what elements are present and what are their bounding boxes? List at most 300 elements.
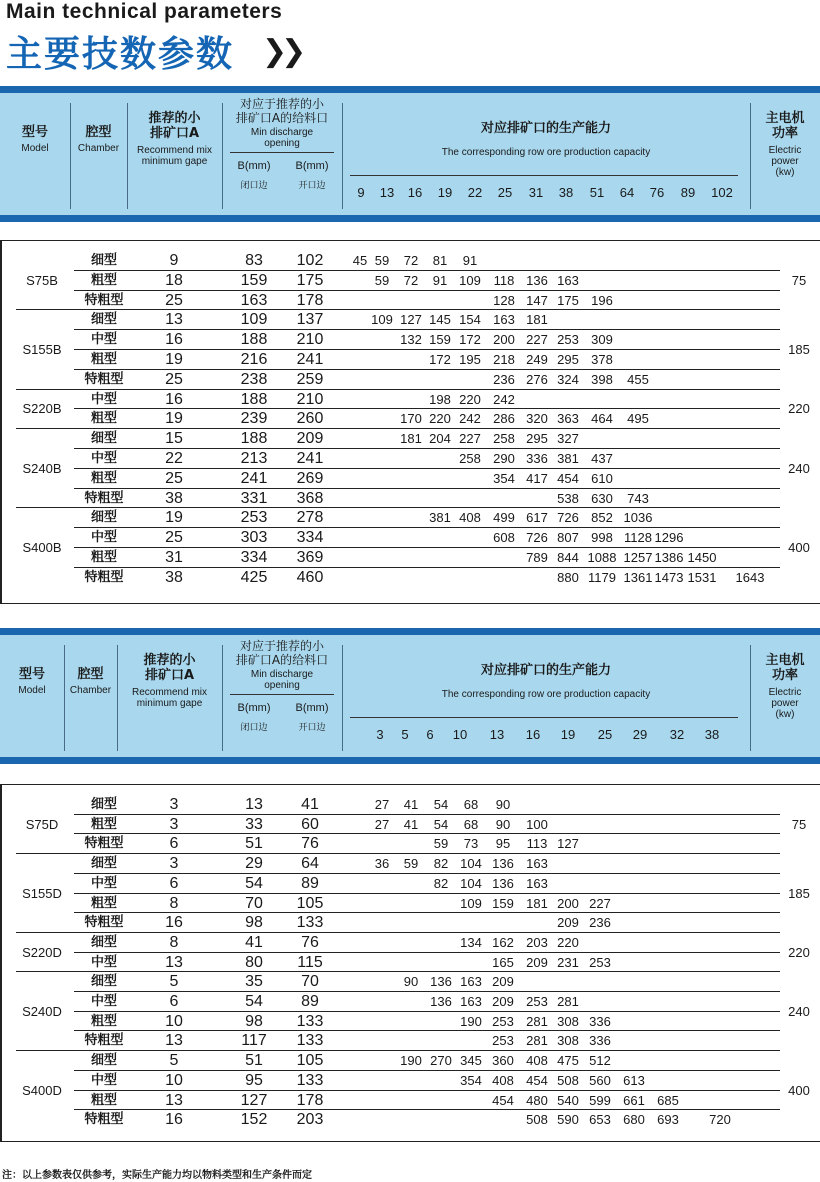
capacity-cell: 480 bbox=[526, 1092, 548, 1108]
gap-a-cell: 19 bbox=[165, 351, 183, 368]
capacity-cell: 1088 bbox=[587, 550, 617, 565]
gap-a-cell: 22 bbox=[165, 450, 183, 467]
gap-a-cell: 13 bbox=[165, 311, 183, 329]
feed-closed-cell: 253 bbox=[240, 509, 268, 527]
closed-side-label-cn: 闭口边 bbox=[240, 723, 268, 733]
chamber-label-en: Chamber bbox=[69, 685, 112, 696]
capacity-cell: 109 bbox=[459, 272, 481, 288]
chamber-label-cn: 腔型 bbox=[77, 667, 104, 682]
capacity-cell: 354 bbox=[493, 470, 515, 486]
capacity-cell: 437 bbox=[591, 451, 613, 466]
power-cell: 185 bbox=[788, 885, 810, 901]
feed-closed-cell: 334 bbox=[240, 549, 268, 566]
feed-open-cell: 210 bbox=[296, 390, 324, 408]
gap-a-cell: 16 bbox=[165, 914, 183, 932]
power-cell: 220 bbox=[788, 944, 810, 960]
capacity-cell: 45 bbox=[352, 253, 368, 268]
capacity-cell: 190 bbox=[400, 1053, 422, 1069]
gap-value: 76 bbox=[649, 185, 665, 200]
chamber-cell: 粗型 bbox=[90, 1013, 117, 1029]
feed-open-cell: 105 bbox=[296, 1052, 324, 1070]
gap-a-cell: 6 bbox=[169, 993, 179, 1010]
open-side-label: B(mm) bbox=[295, 160, 329, 172]
power-cell: 400 bbox=[788, 540, 810, 555]
capacity-cell: 540 bbox=[557, 1092, 579, 1108]
capacity-cell: 90 bbox=[495, 816, 511, 832]
capacity-cell: 159 bbox=[492, 895, 514, 911]
chamber-cell: 中型 bbox=[90, 332, 117, 348]
capacity-cell: 90 bbox=[495, 797, 511, 812]
gap-value: 31 bbox=[528, 185, 544, 200]
capacity-cell: 408 bbox=[459, 510, 481, 526]
gap-a-cell: 3 bbox=[169, 855, 179, 873]
capacity-cell: 508 bbox=[557, 1072, 579, 1088]
capacity-cell: 159 bbox=[429, 332, 451, 348]
gap-a-cell: 6 bbox=[169, 835, 179, 853]
gap-a-cell: 5 bbox=[169, 973, 179, 991]
capacity-cell: 253 bbox=[492, 1033, 514, 1049]
gap-a-cell: 25 bbox=[165, 469, 183, 487]
model-cell: S240D bbox=[22, 1003, 62, 1019]
open-side-label-cn: 开口边 bbox=[298, 723, 326, 733]
chamber-cell: 细型 bbox=[90, 934, 117, 950]
feed-open-cell: 209 bbox=[296, 430, 324, 448]
chamber-cell: 中型 bbox=[90, 954, 117, 970]
capacity-cell: 726 bbox=[526, 530, 548, 546]
gap-value: 9 bbox=[357, 185, 365, 200]
capacity-cell: 363 bbox=[557, 411, 579, 427]
capacity-cell: 204 bbox=[429, 431, 451, 447]
capacity-cell: 198 bbox=[429, 391, 451, 407]
capacity-cell: 495 bbox=[627, 411, 649, 427]
capacity-cell: 281 bbox=[526, 1033, 548, 1049]
feed-open-cell: 105 bbox=[296, 894, 324, 912]
chamber-cell: 细型 bbox=[90, 431, 117, 447]
capacity-cell: 41 bbox=[403, 797, 419, 812]
table2-header bbox=[0, 635, 820, 757]
capacity-cell: 320 bbox=[526, 411, 548, 427]
capacity-cell: 1296 bbox=[654, 530, 684, 546]
capacity-cell: 109 bbox=[460, 895, 482, 911]
capacity-cell: 68 bbox=[463, 816, 479, 832]
feed-open-cell: 203 bbox=[296, 1111, 324, 1129]
capacity-cell: 163 bbox=[460, 994, 482, 1009]
capacity-cell: 59 bbox=[403, 856, 419, 872]
gap-value: 3 bbox=[376, 727, 384, 742]
model-cell: S220D bbox=[22, 944, 62, 960]
capacity-cell: 408 bbox=[492, 1072, 514, 1088]
capacity-cell: 163 bbox=[493, 312, 515, 328]
capacity-cell: 227 bbox=[526, 332, 548, 348]
capacity-cell: 163 bbox=[557, 272, 579, 288]
capacity-label-cn: 对应排矿口的生产能力 bbox=[480, 663, 611, 678]
capacity-cell: 608 bbox=[493, 530, 515, 546]
gap-a-cell: 8 bbox=[169, 894, 179, 912]
capacity-cell: 181 bbox=[526, 312, 548, 328]
model-cell: S220B bbox=[22, 401, 62, 417]
capacity-cell: 336 bbox=[526, 451, 548, 466]
power-label-cn: 主电机 功率 bbox=[765, 653, 805, 683]
gap-a-cell: 10 bbox=[165, 1012, 183, 1030]
capacity-cell: 1643 bbox=[735, 569, 765, 585]
model-cell: S400B bbox=[22, 540, 62, 555]
capacity-cell: 172 bbox=[429, 352, 451, 367]
capacity-cell: 200 bbox=[493, 332, 515, 348]
capacity-cell: 1531 bbox=[687, 569, 717, 585]
capacity-cell: 136 bbox=[492, 875, 514, 891]
capacity-cell: 381 bbox=[429, 510, 451, 526]
table2 bbox=[0, 784, 820, 1142]
capacity-cell: 852 bbox=[591, 510, 613, 526]
gap-value: 22 bbox=[467, 185, 483, 200]
feed-open-cell: 269 bbox=[296, 469, 324, 487]
chamber-cell: 细型 bbox=[90, 974, 117, 990]
feed-closed-cell: 51 bbox=[245, 1052, 263, 1070]
capacity-cell: 195 bbox=[459, 352, 481, 367]
feed-open-cell: 115 bbox=[297, 953, 323, 971]
model-label-en: Model bbox=[18, 685, 46, 696]
gap-value: 25 bbox=[597, 727, 613, 742]
recommend-gap-label-cn: 推荐的小 排矿口A bbox=[143, 653, 196, 683]
capacity-cell: 417 bbox=[526, 470, 548, 486]
feed-closed-cell: 425 bbox=[240, 568, 268, 586]
capacity-cell: 227 bbox=[459, 431, 481, 447]
gap-value: 13 bbox=[489, 727, 505, 742]
capacity-cell: 508 bbox=[526, 1112, 548, 1128]
capacity-cell: 610 bbox=[591, 470, 613, 486]
capacity-underline bbox=[350, 175, 738, 176]
feed-closed-cell: 80 bbox=[245, 953, 263, 971]
chamber-cell: 特粗型 bbox=[84, 1033, 124, 1049]
capacity-cell: 73 bbox=[463, 836, 479, 852]
capacity-cell: 220 bbox=[459, 391, 481, 407]
capacity-cell: 181 bbox=[526, 895, 548, 911]
capacity-cell: 258 bbox=[459, 451, 481, 466]
capacity-cell: 455 bbox=[627, 371, 649, 387]
feed-open-cell: 137 bbox=[296, 311, 324, 329]
capacity-cell: 220 bbox=[557, 934, 579, 950]
capacity-cell: 95 bbox=[495, 836, 511, 852]
gap-a-cell: 15 bbox=[165, 430, 183, 448]
capacity-underline bbox=[350, 717, 738, 718]
feed-closed-cell: 70 bbox=[245, 894, 263, 912]
capacity-cell: 203 bbox=[526, 934, 548, 950]
capacity-cell: 998 bbox=[591, 530, 613, 546]
gap-value: 102 bbox=[711, 185, 733, 200]
capacity-cell: 163 bbox=[526, 856, 548, 872]
feed-open-cell: 241 bbox=[296, 351, 324, 368]
capacity-cell: 147 bbox=[526, 292, 548, 308]
feed-open-cell: 178 bbox=[296, 291, 324, 309]
chamber-cell: 粗型 bbox=[90, 816, 117, 832]
capacity-cell: 354 bbox=[460, 1072, 482, 1088]
model-label-cn: 型号 bbox=[21, 125, 48, 140]
chamber-cell: 细型 bbox=[90, 312, 117, 328]
capacity-cell: 617 bbox=[526, 510, 548, 526]
capacity-cell: 82 bbox=[433, 875, 449, 891]
closed-side-label: B(mm) bbox=[237, 702, 271, 714]
capacity-cell: 100 bbox=[526, 816, 548, 832]
capacity-cell: 512 bbox=[589, 1053, 611, 1069]
capacity-cell: 454 bbox=[526, 1072, 548, 1088]
capacity-cell: 408 bbox=[526, 1053, 548, 1069]
gap-a-cell: 16 bbox=[165, 390, 183, 408]
feed-closed-cell: 331 bbox=[240, 489, 268, 507]
capacity-cell: 136 bbox=[492, 856, 514, 872]
feed-open-cell: 102 bbox=[296, 252, 324, 269]
chamber-cell: 细型 bbox=[90, 1053, 117, 1069]
feed-closed-cell: 163 bbox=[240, 291, 268, 309]
capacity-cell: 209 bbox=[526, 954, 548, 970]
capacity-cell: 1257 bbox=[623, 550, 653, 565]
capacity-cell: 308 bbox=[557, 1013, 579, 1029]
capacity-cell: 236 bbox=[589, 915, 611, 931]
chamber-cell: 中型 bbox=[90, 875, 117, 891]
capacity-cell: 113 bbox=[526, 836, 548, 852]
gap-a-cell: 19 bbox=[165, 509, 183, 527]
gap-value: 89 bbox=[680, 185, 696, 200]
feed-open-cell: 70 bbox=[301, 973, 319, 991]
power-cell: 400 bbox=[788, 1082, 810, 1098]
capacity-cell: 560 bbox=[589, 1072, 611, 1088]
capacity-cell: 253 bbox=[589, 954, 611, 970]
feed-open-cell: 260 bbox=[296, 410, 324, 428]
gap-value: 10 bbox=[452, 727, 468, 742]
header2-top-band bbox=[0, 628, 820, 635]
chamber-cell: 粗型 bbox=[90, 550, 117, 565]
capacity-cell: 281 bbox=[557, 994, 579, 1009]
feed-closed-cell: 98 bbox=[245, 914, 263, 932]
capacity-cell: 685 bbox=[657, 1092, 679, 1108]
capacity-cell: 327 bbox=[557, 431, 579, 447]
capacity-cell: 1128 bbox=[624, 530, 652, 546]
feed-closed-cell: 303 bbox=[240, 529, 268, 547]
capacity-cell: 162 bbox=[492, 934, 514, 950]
feed-closed-cell: 188 bbox=[240, 430, 268, 448]
feed-closed-cell: 238 bbox=[240, 370, 268, 388]
capacity-cell: 454 bbox=[492, 1092, 514, 1108]
capacity-cell: 220 bbox=[429, 411, 451, 427]
feed-open-cell: 133 bbox=[296, 1012, 324, 1030]
capacity-label-cn: 对应排矿口的生产能力 bbox=[480, 121, 611, 136]
capacity-cell: 345 bbox=[460, 1053, 482, 1069]
chamber-cell: 中型 bbox=[90, 994, 117, 1009]
feed-underline bbox=[230, 694, 334, 695]
header-bottom-band bbox=[0, 215, 820, 222]
gap-a-cell: 25 bbox=[165, 529, 183, 547]
feed-open-cell: 241 bbox=[296, 450, 324, 467]
capacity-cell: 290 bbox=[493, 451, 515, 466]
capacity-cell: 309 bbox=[591, 332, 613, 348]
header-divider bbox=[70, 103, 71, 209]
gap-a-cell: 9 bbox=[169, 252, 179, 269]
capacity-cell: 127 bbox=[557, 836, 579, 852]
capacity-cell: 104 bbox=[460, 875, 482, 891]
gap-value: 38 bbox=[704, 727, 720, 742]
capacity-cell: 136 bbox=[430, 994, 452, 1009]
feed-closed-cell: 13 bbox=[245, 796, 263, 813]
capacity-cell: 236 bbox=[493, 371, 515, 387]
chamber-cell: 中型 bbox=[90, 391, 117, 407]
capacity-cell: 726 bbox=[557, 510, 579, 526]
capacity-cell: 200 bbox=[557, 895, 579, 911]
model-label-en: Model bbox=[21, 143, 49, 154]
capacity-cell: 398 bbox=[591, 371, 613, 387]
power-cell: 185 bbox=[788, 342, 810, 357]
model-cell: S155B bbox=[22, 342, 62, 357]
feed-closed-cell: 51 bbox=[245, 835, 263, 853]
feed-open-cell: 41 bbox=[301, 796, 319, 813]
capacity-cell: 175 bbox=[557, 292, 579, 308]
capacity-cell: 59 bbox=[374, 272, 390, 288]
chamber-cell: 粗型 bbox=[90, 895, 117, 911]
chamber-cell: 特粗型 bbox=[84, 292, 124, 308]
capacity-cell: 613 bbox=[623, 1072, 645, 1088]
capacity-cell: 381 bbox=[557, 451, 579, 466]
gap-a-cell: 38 bbox=[165, 489, 183, 507]
feed-open-cell: 334 bbox=[296, 529, 324, 547]
chamber-cell: 特粗型 bbox=[84, 836, 124, 852]
capacity-cell: 227 bbox=[589, 895, 611, 911]
capacity-cell: 258 bbox=[493, 431, 515, 447]
feed-open-cell: 133 bbox=[296, 1071, 324, 1089]
capacity-cell: 209 bbox=[492, 994, 514, 1009]
capacity-cell: 249 bbox=[526, 352, 548, 367]
english-title: Main technical parameters bbox=[6, 0, 283, 23]
capacity-cell: 218 bbox=[493, 352, 515, 367]
capacity-cell: 82 bbox=[433, 856, 449, 872]
feed-closed-cell: 152 bbox=[240, 1111, 268, 1129]
feed-underline bbox=[230, 152, 334, 153]
gap-a-cell: 19 bbox=[165, 410, 183, 428]
feed-closed-cell: 29 bbox=[245, 855, 263, 873]
recommend-gap-label-en: Recommend mix minimum gape bbox=[131, 687, 208, 709]
power-cell: 75 bbox=[791, 272, 807, 288]
gap-value: 64 bbox=[619, 185, 635, 200]
chamber-cell: 粗型 bbox=[90, 352, 117, 367]
power-label-en: Electric power (kw) bbox=[768, 687, 802, 720]
feed-open-cell: 278 bbox=[296, 509, 324, 527]
gap-a-cell: 13 bbox=[165, 1032, 183, 1050]
header-top-band bbox=[0, 86, 820, 93]
capacity-cell: 154 bbox=[459, 312, 481, 328]
feed-open-cell: 89 bbox=[301, 874, 319, 892]
chamber-cell: 特粗型 bbox=[84, 569, 124, 585]
open-side-label: B(mm) bbox=[295, 702, 329, 714]
capacity-cell: 276 bbox=[526, 371, 548, 387]
model-label-cn: 型号 bbox=[18, 667, 45, 682]
gap-value: 25 bbox=[497, 185, 513, 200]
capacity-cell: 789 bbox=[526, 550, 548, 565]
chamber-cell: 粗型 bbox=[90, 272, 117, 288]
capacity-cell: 599 bbox=[589, 1092, 611, 1108]
capacity-cell: 91 bbox=[432, 272, 448, 288]
gap-a-cell: 5 bbox=[169, 1052, 179, 1070]
capacity-cell: 209 bbox=[492, 974, 514, 990]
capacity-cell: 1473 bbox=[654, 569, 684, 585]
gap-value: 5 bbox=[401, 727, 409, 742]
chamber-cell: 特粗型 bbox=[84, 490, 124, 506]
capacity-cell: 91 bbox=[462, 253, 478, 268]
capacity-cell: 1386 bbox=[654, 550, 684, 565]
feed-open-cell: 64 bbox=[301, 855, 319, 873]
gap-a-cell: 13 bbox=[165, 1091, 183, 1109]
feed-closed-cell: 35 bbox=[245, 973, 263, 991]
chamber-cell: 细型 bbox=[90, 856, 117, 872]
chamber-cell: 细型 bbox=[90, 797, 117, 812]
capacity-cell: 270 bbox=[430, 1053, 452, 1069]
capacity-cell: 196 bbox=[591, 292, 613, 308]
capacity-cell: 653 bbox=[589, 1112, 611, 1128]
capacity-cell: 253 bbox=[557, 332, 579, 348]
chamber-cell: 中型 bbox=[90, 530, 117, 546]
capacity-cell: 360 bbox=[492, 1053, 514, 1069]
capacity-cell: 336 bbox=[589, 1013, 611, 1029]
capacity-cell: 661 bbox=[623, 1092, 645, 1108]
capacity-cell: 136 bbox=[526, 272, 548, 288]
capacity-cell: 165 bbox=[492, 954, 514, 970]
capacity-label-en: The corresponding row ore production capacity bbox=[441, 689, 651, 700]
capacity-cell: 109 bbox=[371, 312, 393, 328]
gap-a-cell: 8 bbox=[169, 933, 179, 951]
power-cell: 75 bbox=[791, 816, 807, 832]
capacity-cell: 336 bbox=[589, 1033, 611, 1049]
capacity-label-en: The corresponding row ore production capacity bbox=[441, 147, 651, 158]
capacity-cell: 72 bbox=[403, 253, 419, 268]
gap-a-cell: 13 bbox=[165, 953, 183, 971]
capacity-cell: 1450 bbox=[687, 550, 717, 565]
header2-bottom-band bbox=[0, 757, 820, 764]
model-cell: S155D bbox=[22, 885, 62, 901]
model-cell: S75D bbox=[25, 816, 59, 832]
gap-a-cell: 16 bbox=[165, 1111, 183, 1129]
gap-value: 6 bbox=[426, 727, 434, 742]
chamber-cell: 细型 bbox=[90, 510, 117, 526]
feed-closed-cell: 241 bbox=[240, 469, 268, 487]
feed-open-cell: 133 bbox=[296, 914, 324, 932]
feed-open-cell: 259 bbox=[296, 370, 324, 388]
chevron-right-icon: ❯❯ bbox=[262, 34, 301, 69]
capacity-cell: 41 bbox=[403, 816, 419, 832]
capacity-cell: 693 bbox=[657, 1112, 679, 1128]
capacity-cell: 27 bbox=[374, 816, 390, 832]
capacity-cell: 242 bbox=[459, 411, 481, 427]
capacity-cell: 59 bbox=[374, 253, 390, 268]
capacity-cell: 464 bbox=[591, 411, 613, 427]
capacity-cell: 136 bbox=[430, 974, 452, 990]
model-cell: S400D bbox=[22, 1082, 62, 1098]
chamber-cell: 特粗型 bbox=[84, 371, 124, 387]
capacity-cell: 253 bbox=[526, 994, 548, 1009]
capacity-cell: 630 bbox=[591, 490, 613, 506]
gap-a-cell: 6 bbox=[169, 874, 179, 892]
capacity-cell: 720 bbox=[709, 1112, 731, 1128]
capacity-cell: 81 bbox=[432, 253, 448, 268]
feed-open-cell: 369 bbox=[296, 549, 324, 566]
footnote: 注：以上参数表仅供参考，实际生产能力均以物料类型和生产条件而定 bbox=[2, 1170, 312, 1181]
chinese-title: 主要技数参数 bbox=[6, 34, 235, 75]
gap-a-cell: 38 bbox=[165, 568, 183, 586]
chamber-cell: 特粗型 bbox=[84, 1112, 124, 1128]
power-cell: 220 bbox=[788, 401, 810, 417]
power-cell: 240 bbox=[788, 1003, 810, 1019]
gap-a-cell: 31 bbox=[165, 549, 183, 566]
model-cell: S240B bbox=[22, 460, 62, 476]
feed-open-cell: 76 bbox=[301, 933, 319, 951]
feed-closed-cell: 95 bbox=[245, 1071, 263, 1089]
feed-open-cell: 460 bbox=[296, 568, 324, 586]
feed-closed-cell: 239 bbox=[240, 410, 268, 428]
